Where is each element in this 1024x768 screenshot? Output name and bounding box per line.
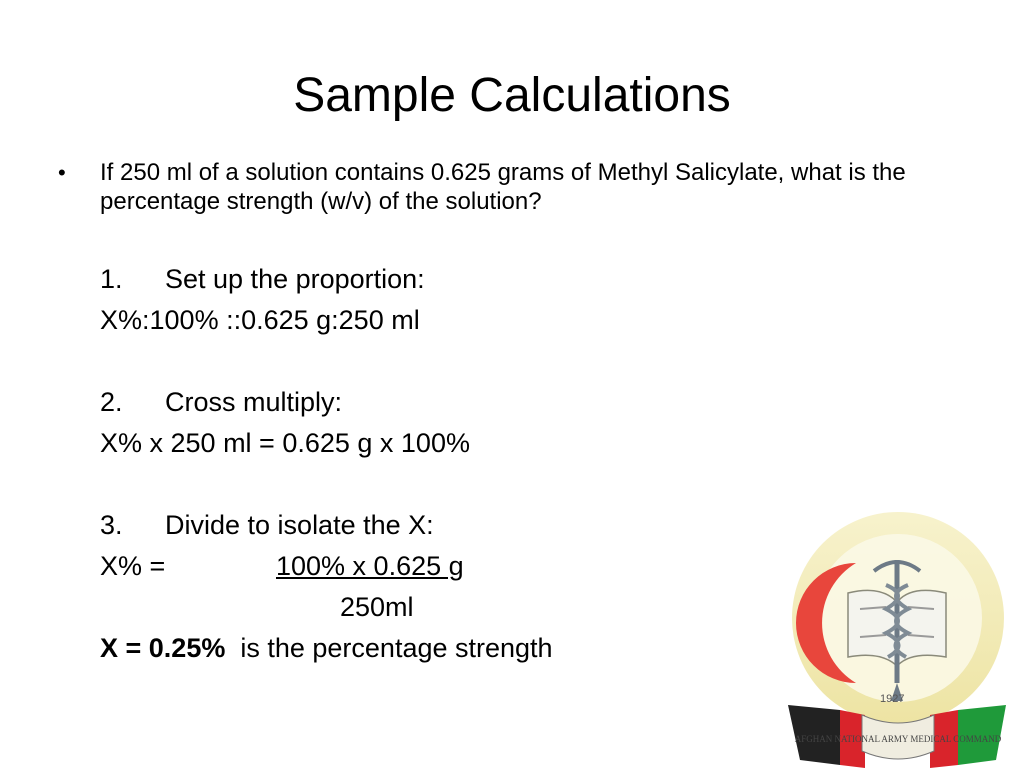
medical-command-emblem (770, 505, 1024, 768)
question-text: If 250 ml of a solution contains 0.625 grams of Methyl Salicylate, what is the percentage strength (w/v) of the solution? (100, 159, 906, 215)
emblem-year: 1927 (880, 693, 905, 705)
result-suffix: is the percentage strength (240, 633, 553, 663)
step-1-expression: X%:100% ::0.625 g:250 ml (100, 305, 420, 335)
step-2-number: 2. (100, 387, 123, 417)
step-2-expression: X% x 250 ml = 0.625 g x 100% (100, 428, 470, 458)
result-value: X = 0.25% (100, 633, 226, 663)
emblem-lower-text: AFGHAN NATIONAL ARMY MEDICAL COMMAND (794, 734, 1002, 744)
step-3-label: Divide to isolate the X: (165, 510, 434, 540)
step-1-number: 1. (100, 264, 123, 294)
step-1-label: Set up the proportion: (165, 264, 425, 294)
slide-title: Sample Calculations (293, 69, 731, 122)
fraction-numerator: 100% x 0.625 g (276, 551, 464, 581)
fraction-denominator: 250ml (340, 592, 414, 622)
fraction-lhs: X% = (100, 551, 166, 581)
step-2-label: Cross multiply: (165, 387, 343, 417)
bullet-marker: • (58, 160, 66, 185)
result-line (100, 631, 553, 665)
step-3-number: 3. (100, 510, 123, 540)
